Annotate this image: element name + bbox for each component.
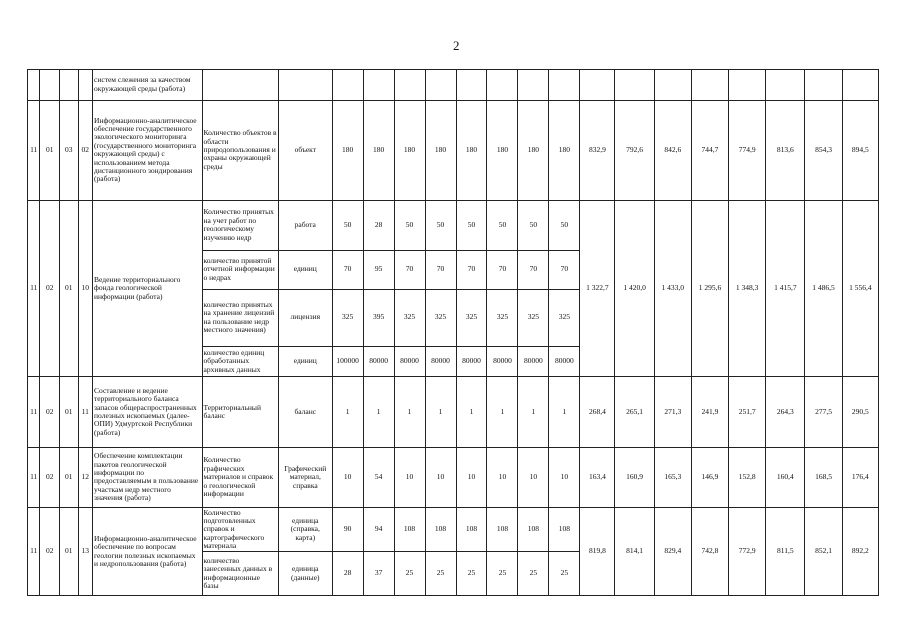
finance-cell: 176,4 bbox=[842, 447, 878, 507]
code-cell: 01 bbox=[60, 200, 79, 377]
value-cell bbox=[518, 70, 549, 101]
unit-cell: объект bbox=[278, 100, 332, 200]
code-cell: 10 bbox=[78, 200, 92, 377]
indicator-cell: Количество принятых на учет работ по геологическому изучению недр bbox=[202, 200, 278, 250]
value-cell: 80000 bbox=[549, 346, 580, 377]
value-cell: 25 bbox=[456, 552, 487, 596]
value-cell: 28 bbox=[332, 552, 363, 596]
finance-cell bbox=[615, 70, 654, 101]
finance-cell: 268,4 bbox=[580, 377, 615, 447]
code-cell: 02 bbox=[40, 508, 60, 596]
value-cell: 10 bbox=[518, 447, 549, 507]
value-cell bbox=[363, 70, 394, 101]
value-cell: 1 bbox=[425, 377, 456, 447]
finance-cell: 264,3 bbox=[766, 377, 805, 447]
value-cell: 70 bbox=[487, 250, 518, 289]
finance-cell: 1 348,3 bbox=[729, 200, 766, 377]
value-cell bbox=[549, 70, 580, 101]
value-cell: 325 bbox=[332, 289, 363, 346]
value-cell: 108 bbox=[425, 508, 456, 552]
value-cell: 50 bbox=[394, 200, 425, 250]
finance-cell bbox=[842, 70, 878, 101]
value-cell: 1 bbox=[332, 377, 363, 447]
table-row bbox=[28, 447, 879, 507]
finance-cell bbox=[766, 70, 805, 101]
finance-cell bbox=[729, 70, 766, 101]
finance-cell: 792,6 bbox=[615, 100, 654, 200]
finance-cell: 854,3 bbox=[805, 100, 842, 200]
code-cell: 01 bbox=[60, 508, 79, 596]
value-cell: 25 bbox=[518, 552, 549, 596]
value-cell: 325 bbox=[425, 289, 456, 346]
value-cell: 325 bbox=[456, 289, 487, 346]
code-cell: 01 bbox=[60, 447, 79, 507]
value-cell: 180 bbox=[363, 100, 394, 200]
indicator-cell: Количество объектов в области природопользования и охраны окружающей среды bbox=[202, 100, 278, 200]
code-cell bbox=[28, 70, 40, 101]
value-cell: 70 bbox=[332, 250, 363, 289]
value-cell: 54 bbox=[363, 447, 394, 507]
work-name-cell: Ведение территориального фонда геологической информации (работа) bbox=[93, 200, 202, 377]
program-indicators-table bbox=[27, 69, 879, 596]
table-row bbox=[28, 100, 879, 200]
indicator-cell: количество принятых на хранение лицензий на пользование недр местного значения) bbox=[202, 289, 278, 346]
value-cell: 1 bbox=[549, 377, 580, 447]
value-cell: 180 bbox=[425, 100, 456, 200]
finance-cell: 832,9 bbox=[580, 100, 615, 200]
code-cell bbox=[78, 70, 92, 101]
code-cell: 02 bbox=[40, 377, 60, 447]
finance-cell: 1 556,4 bbox=[842, 200, 878, 377]
value-cell: 180 bbox=[394, 100, 425, 200]
unit-cell: единиц bbox=[278, 250, 332, 289]
value-cell: 10 bbox=[456, 447, 487, 507]
value-cell: 25 bbox=[487, 552, 518, 596]
finance-cell: 1 322,7 bbox=[580, 200, 615, 377]
finance-cell bbox=[654, 70, 691, 101]
indicator-cell: количество принятой отчетной информации о недрах bbox=[202, 250, 278, 289]
value-cell: 50 bbox=[332, 200, 363, 250]
code-cell: 11 bbox=[28, 447, 40, 507]
value-cell: 70 bbox=[425, 250, 456, 289]
value-cell: 80000 bbox=[363, 346, 394, 377]
value-cell: 70 bbox=[456, 250, 487, 289]
value-cell bbox=[332, 70, 363, 101]
unit-cell: работа bbox=[278, 200, 332, 250]
finance-cell: 251,7 bbox=[729, 377, 766, 447]
value-cell: 10 bbox=[425, 447, 456, 507]
unit-cell bbox=[278, 70, 332, 101]
finance-cell: 160,4 bbox=[766, 447, 805, 507]
value-cell: 100000 bbox=[332, 346, 363, 377]
code-cell: 11 bbox=[28, 508, 40, 596]
value-cell: 50 bbox=[456, 200, 487, 250]
finance-cell: 1 433,0 bbox=[654, 200, 691, 377]
finance-cell: 168,5 bbox=[805, 447, 842, 507]
indicator-cell: Количество графических материалов и справок о геологической информации bbox=[202, 447, 278, 507]
finance-cell: 813,6 bbox=[766, 100, 805, 200]
value-cell: 1 bbox=[456, 377, 487, 447]
finance-cell: 811,5 bbox=[766, 508, 805, 596]
indicator-cell: Территориальный баланс bbox=[202, 377, 278, 447]
code-cell: 01 bbox=[60, 377, 79, 447]
code-cell: 02 bbox=[40, 447, 60, 507]
code-cell bbox=[40, 70, 60, 101]
value-cell bbox=[456, 70, 487, 101]
finance-cell: 772,9 bbox=[729, 508, 766, 596]
code-cell: 11 bbox=[78, 377, 92, 447]
value-cell: 325 bbox=[394, 289, 425, 346]
value-cell: 37 bbox=[363, 552, 394, 596]
value-cell: 180 bbox=[487, 100, 518, 200]
value-cell: 1 bbox=[363, 377, 394, 447]
value-cell: 180 bbox=[332, 100, 363, 200]
work-name-cell: систем слежения за качеством окружающей среды (работа) bbox=[93, 70, 202, 101]
finance-cell: 894,5 bbox=[842, 100, 878, 200]
code-cell: 01 bbox=[40, 100, 60, 200]
value-cell: 25 bbox=[425, 552, 456, 596]
value-cell: 50 bbox=[425, 200, 456, 250]
finance-cell: 163,4 bbox=[580, 447, 615, 507]
value-cell bbox=[394, 70, 425, 101]
work-name-cell: Составление и ведение территориального баланса запасов общераспространенных полезных ископаемых (далее-ОПИ) Удмуртской Республики (работа) bbox=[93, 377, 202, 447]
finance-cell: 152,8 bbox=[729, 447, 766, 507]
value-cell: 325 bbox=[487, 289, 518, 346]
table-row bbox=[28, 70, 879, 101]
value-cell: 70 bbox=[394, 250, 425, 289]
value-cell: 25 bbox=[549, 552, 580, 596]
value-cell: 80000 bbox=[518, 346, 549, 377]
value-cell: 95 bbox=[363, 250, 394, 289]
value-cell: 10 bbox=[394, 447, 425, 507]
value-cell: 80000 bbox=[456, 346, 487, 377]
value-cell: 50 bbox=[487, 200, 518, 250]
value-cell: 180 bbox=[518, 100, 549, 200]
value-cell: 70 bbox=[549, 250, 580, 289]
value-cell: 90 bbox=[332, 508, 363, 552]
value-cell: 1 bbox=[518, 377, 549, 447]
code-cell bbox=[60, 70, 79, 101]
value-cell: 70 bbox=[518, 250, 549, 289]
value-cell: 10 bbox=[487, 447, 518, 507]
finance-cell: 160,9 bbox=[615, 447, 654, 507]
code-cell: 13 bbox=[78, 508, 92, 596]
indicator-cell: количество единиц обработанных архивных данных bbox=[202, 346, 278, 377]
value-cell: 1 bbox=[394, 377, 425, 447]
page-number: 2 bbox=[453, 38, 460, 53]
finance-cell: 165,3 bbox=[654, 447, 691, 507]
unit-cell: лицензия bbox=[278, 289, 332, 346]
indicator-cell: количество занесенных данных в информационные базы bbox=[202, 552, 278, 596]
finance-cell: 744,7 bbox=[691, 100, 728, 200]
finance-cell: 774,9 bbox=[729, 100, 766, 200]
value-cell: 80000 bbox=[487, 346, 518, 377]
indicator-cell: Количество подготовленных справок и картографического материала bbox=[202, 508, 278, 552]
code-cell: 12 bbox=[78, 447, 92, 507]
finance-cell bbox=[580, 70, 615, 101]
code-cell: 03 bbox=[60, 100, 79, 200]
finance-cell bbox=[805, 70, 842, 101]
finance-cell: 1 486,5 bbox=[805, 200, 842, 377]
work-name-cell: Обеспечение комплектации пакетов геологической информации по предоставляемым в пользование участкам недр местного значения (работа) bbox=[93, 447, 202, 507]
value-cell: 108 bbox=[518, 508, 549, 552]
finance-cell: 277,5 bbox=[805, 377, 842, 447]
unit-cell: Графический материал, справка bbox=[278, 447, 332, 507]
finance-cell: 819,8 bbox=[580, 508, 615, 596]
table-row bbox=[28, 200, 879, 250]
value-cell: 108 bbox=[456, 508, 487, 552]
value-cell: 50 bbox=[549, 200, 580, 250]
value-cell: 395 bbox=[363, 289, 394, 346]
value-cell bbox=[425, 70, 456, 101]
code-cell: 11 bbox=[28, 200, 40, 377]
value-cell: 180 bbox=[456, 100, 487, 200]
value-cell: 50 bbox=[518, 200, 549, 250]
table-row bbox=[28, 377, 879, 447]
unit-cell: единица (данные) bbox=[278, 552, 332, 596]
finance-cell: 1 295,6 bbox=[691, 200, 728, 377]
value-cell: 325 bbox=[518, 289, 549, 346]
value-cell: 94 bbox=[363, 508, 394, 552]
work-name-cell: Информационно-аналитическое обеспечение по вопросам геологии полезных ископаемых и недропользования (работа) bbox=[93, 508, 202, 596]
value-cell: 80000 bbox=[394, 346, 425, 377]
value-cell: 180 bbox=[549, 100, 580, 200]
unit-cell: баланс bbox=[278, 377, 332, 447]
unit-cell: единиц bbox=[278, 346, 332, 377]
indicator-cell bbox=[202, 70, 278, 101]
finance-cell: 892,2 bbox=[842, 508, 878, 596]
finance-cell: 1 420,0 bbox=[615, 200, 654, 377]
value-cell: 28 bbox=[363, 200, 394, 250]
value-cell: 108 bbox=[549, 508, 580, 552]
finance-cell: 829,4 bbox=[654, 508, 691, 596]
value-cell: 1 bbox=[487, 377, 518, 447]
code-cell: 11 bbox=[28, 377, 40, 447]
code-cell: 02 bbox=[40, 200, 60, 377]
table-row bbox=[28, 508, 879, 552]
finance-cell: 290,5 bbox=[842, 377, 878, 447]
code-cell: 02 bbox=[78, 100, 92, 200]
finance-cell: 271,3 bbox=[654, 377, 691, 447]
code-cell: 11 bbox=[28, 100, 40, 200]
finance-cell: 1 415,7 bbox=[766, 200, 805, 377]
work-name-cell: Информационно-аналитическое обеспечение государственного экологического мониторинга (государственного мониторинга окружающей среды) с использованием метода дистанционного зондирования (работа) bbox=[93, 100, 202, 200]
value-cell: 325 bbox=[549, 289, 580, 346]
finance-cell: 852,1 bbox=[805, 508, 842, 596]
finance-cell: 742,8 bbox=[691, 508, 728, 596]
unit-cell: единица (справка, карта) bbox=[278, 508, 332, 552]
finance-cell bbox=[691, 70, 728, 101]
finance-cell: 814,1 bbox=[615, 508, 654, 596]
value-cell: 108 bbox=[394, 508, 425, 552]
finance-cell: 265,1 bbox=[615, 377, 654, 447]
value-cell: 108 bbox=[487, 508, 518, 552]
value-cell: 25 bbox=[394, 552, 425, 596]
finance-cell: 842,6 bbox=[654, 100, 691, 200]
value-cell: 80000 bbox=[425, 346, 456, 377]
finance-cell: 146,9 bbox=[691, 447, 728, 507]
value-cell: 10 bbox=[332, 447, 363, 507]
finance-cell: 241,9 bbox=[691, 377, 728, 447]
value-cell: 10 bbox=[549, 447, 580, 507]
value-cell bbox=[487, 70, 518, 101]
